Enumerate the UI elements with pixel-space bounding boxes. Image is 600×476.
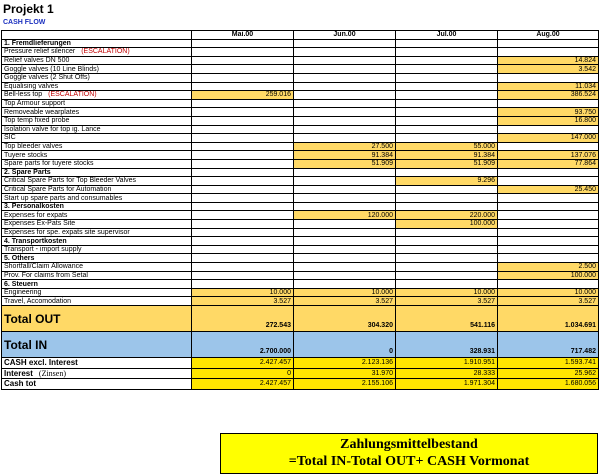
formula-note bbox=[220, 433, 598, 474]
value-cell[interactable]: 91.384 bbox=[294, 151, 396, 160]
row-label-text: 3. Personalkosten bbox=[4, 203, 64, 211]
item-row bbox=[2, 65, 599, 74]
total-in-row-value[interactable]: 717.482 bbox=[498, 332, 599, 358]
total-out-row-value[interactable]: 541.116 bbox=[396, 306, 498, 332]
item-label[interactable] bbox=[2, 151, 192, 160]
note-line-1: Zahlungsmittelbestand bbox=[340, 437, 478, 452]
item-row bbox=[2, 73, 599, 82]
value-cell[interactable]: 51.909 bbox=[294, 159, 396, 168]
value-cell[interactable]: 3.542 bbox=[498, 65, 599, 74]
value-cell[interactable] bbox=[396, 168, 498, 177]
total-out-row-value[interactable]: 272.543 bbox=[192, 306, 294, 332]
cash-flow-table bbox=[1, 30, 599, 390]
item-label[interactable] bbox=[2, 116, 192, 125]
item-row bbox=[2, 245, 599, 254]
value-cell[interactable] bbox=[192, 263, 294, 272]
value-cell[interactable] bbox=[498, 237, 599, 246]
value-cell[interactable] bbox=[294, 99, 396, 108]
escalation-tag: (ESCALATION) bbox=[81, 48, 130, 56]
value-cell[interactable]: 10.000 bbox=[498, 288, 599, 297]
row-label-text: Top temp fixed probe bbox=[4, 117, 70, 125]
value-cell[interactable] bbox=[294, 134, 396, 143]
value-cell[interactable] bbox=[192, 56, 294, 65]
value-cell[interactable] bbox=[294, 82, 396, 91]
section-label[interactable] bbox=[2, 280, 192, 289]
value-cell[interactable]: 25.450 bbox=[498, 185, 599, 194]
row-label-text: Critical Spare Parts for Top Bleeder Valves bbox=[4, 177, 137, 185]
item-row bbox=[2, 263, 599, 272]
value-cell[interactable] bbox=[192, 142, 294, 151]
value-cell[interactable] bbox=[192, 271, 294, 280]
total-out-row-value[interactable]: 1.034.691 bbox=[498, 306, 599, 332]
total-out-row bbox=[2, 306, 599, 332]
value-cell[interactable]: 10.000 bbox=[294, 288, 396, 297]
value-cell[interactable] bbox=[396, 65, 498, 74]
value-cell[interactable] bbox=[294, 125, 396, 134]
value-cell[interactable] bbox=[192, 82, 294, 91]
value-cell[interactable] bbox=[192, 237, 294, 246]
row-label-text: Spare parts for tuyere stocks bbox=[4, 160, 94, 168]
value-cell[interactable] bbox=[192, 159, 294, 168]
interest-row-value[interactable]: 28.333 bbox=[396, 368, 498, 379]
value-cell[interactable] bbox=[396, 280, 498, 289]
total-in-row-label-text: Total IN bbox=[4, 337, 48, 352]
value-cell[interactable] bbox=[294, 56, 396, 65]
item-label[interactable] bbox=[2, 228, 192, 237]
value-cell[interactable] bbox=[396, 39, 498, 48]
total-out-row-label bbox=[2, 306, 192, 332]
value-cell[interactable]: 14.824 bbox=[498, 56, 599, 65]
value-cell[interactable] bbox=[294, 116, 396, 125]
item-row bbox=[2, 194, 599, 203]
item-row bbox=[2, 134, 599, 143]
cash-excl-row-value[interactable]: 1.593.741 bbox=[498, 358, 599, 369]
value-cell[interactable] bbox=[294, 271, 396, 280]
value-cell[interactable] bbox=[192, 254, 294, 263]
row-label-text: Isolation valve for top ig. Lance bbox=[4, 125, 101, 133]
row-label-text: Expenses for expats bbox=[4, 211, 68, 219]
section-label[interactable] bbox=[2, 254, 192, 263]
value-cell[interactable]: 3.527 bbox=[192, 297, 294, 306]
value-cell[interactable]: 10.000 bbox=[192, 288, 294, 297]
item-row bbox=[2, 91, 599, 100]
item-label[interactable] bbox=[2, 142, 192, 151]
row-label-text: Expenses for spe. expats site supervisor bbox=[4, 228, 130, 236]
value-cell[interactable] bbox=[192, 39, 294, 48]
value-cell[interactable] bbox=[192, 134, 294, 143]
item-label[interactable] bbox=[2, 82, 192, 91]
value-cell[interactable] bbox=[192, 194, 294, 203]
item-row bbox=[2, 151, 599, 160]
item-label[interactable] bbox=[2, 56, 192, 65]
item-label[interactable] bbox=[2, 73, 192, 82]
column-header: Jun.00 bbox=[294, 31, 396, 40]
value-cell[interactable] bbox=[294, 177, 396, 186]
value-cell[interactable] bbox=[396, 125, 498, 134]
row-label-text: 4. Transportkosten bbox=[4, 237, 67, 245]
value-cell[interactable] bbox=[192, 280, 294, 289]
section-label[interactable] bbox=[2, 202, 192, 211]
interest-row-value[interactable]: 25.962 bbox=[498, 368, 599, 379]
item-row bbox=[2, 56, 599, 65]
item-label[interactable] bbox=[2, 177, 192, 186]
interest-row-label-text: Interest bbox=[4, 368, 33, 378]
row-label-text: Goggle valves (2 Shut Offs) bbox=[4, 74, 90, 82]
value-cell[interactable] bbox=[396, 116, 498, 125]
value-cell[interactable] bbox=[498, 194, 599, 203]
item-row bbox=[2, 108, 599, 117]
cash-tot-row-label bbox=[2, 379, 192, 390]
value-cell[interactable]: 27.500 bbox=[294, 142, 396, 151]
value-cell[interactable] bbox=[294, 263, 396, 272]
value-cell[interactable] bbox=[192, 177, 294, 186]
value-cell[interactable] bbox=[294, 237, 396, 246]
value-cell[interactable] bbox=[294, 220, 396, 229]
value-cell[interactable] bbox=[498, 245, 599, 254]
value-cell[interactable] bbox=[294, 168, 396, 177]
value-cell[interactable]: 3.527 bbox=[294, 297, 396, 306]
value-cell[interactable] bbox=[192, 108, 294, 117]
value-cell[interactable] bbox=[498, 220, 599, 229]
row-label-text: 2. Spare Parts bbox=[4, 168, 51, 176]
item-label[interactable] bbox=[2, 211, 192, 220]
column-header: Mai.00 bbox=[192, 31, 294, 40]
interest-row-label bbox=[2, 368, 192, 379]
section-label[interactable] bbox=[2, 168, 192, 177]
total-in-row-value[interactable]: 2.700.000 bbox=[192, 332, 294, 358]
cash-excl-row-value[interactable]: 2.123.136 bbox=[294, 358, 396, 369]
value-cell[interactable] bbox=[498, 99, 599, 108]
item-label[interactable] bbox=[2, 65, 192, 74]
row-label-text: Transport - import supply bbox=[4, 246, 82, 254]
row-label-text: SIC bbox=[4, 134, 16, 142]
value-cell[interactable] bbox=[294, 73, 396, 82]
item-row bbox=[2, 271, 599, 280]
interest-row bbox=[2, 368, 599, 379]
item-label[interactable] bbox=[2, 271, 192, 280]
item-label[interactable] bbox=[2, 48, 192, 57]
value-cell[interactable] bbox=[294, 228, 396, 237]
value-cell[interactable] bbox=[294, 48, 396, 57]
value-cell[interactable] bbox=[192, 125, 294, 134]
value-cell[interactable] bbox=[192, 185, 294, 194]
value-cell[interactable] bbox=[396, 82, 498, 91]
value-cell[interactable] bbox=[396, 91, 498, 100]
item-label[interactable] bbox=[2, 263, 192, 272]
row-label-text: Equalising valves bbox=[4, 82, 59, 90]
section-row bbox=[2, 254, 599, 263]
value-cell[interactable] bbox=[192, 65, 294, 74]
value-cell[interactable] bbox=[192, 220, 294, 229]
value-cell[interactable]: 51.909 bbox=[396, 159, 498, 168]
value-cell[interactable] bbox=[498, 73, 599, 82]
value-cell[interactable] bbox=[396, 228, 498, 237]
value-cell[interactable] bbox=[498, 280, 599, 289]
value-cell[interactable]: 137.076 bbox=[498, 151, 599, 160]
section-row bbox=[2, 168, 599, 177]
row-label-text: Top Armour support bbox=[4, 100, 66, 108]
item-label[interactable] bbox=[2, 159, 192, 168]
row-label-text: Travel, Accomodation bbox=[4, 297, 72, 305]
row-label-text: Shortfall/Claim Allowance bbox=[4, 263, 83, 271]
column-header: Aug.00 bbox=[498, 31, 599, 40]
item-row bbox=[2, 99, 599, 108]
item-label[interactable] bbox=[2, 99, 192, 108]
cash-tot-row-value[interactable]: 2.427.457 bbox=[192, 379, 294, 390]
value-cell[interactable] bbox=[192, 99, 294, 108]
item-row bbox=[2, 297, 599, 306]
section-label[interactable] bbox=[2, 39, 192, 48]
section-row bbox=[2, 202, 599, 211]
value-cell[interactable] bbox=[498, 168, 599, 177]
value-cell[interactable] bbox=[294, 91, 396, 100]
value-cell[interactable] bbox=[396, 73, 498, 82]
value-cell[interactable] bbox=[396, 99, 498, 108]
value-cell[interactable] bbox=[192, 211, 294, 220]
row-label-text: Critical Spare Parts for Automation bbox=[4, 185, 112, 193]
cash-excl-row-label-text: CASH excl. Interest bbox=[4, 358, 78, 368]
row-label-text: 5. Others bbox=[4, 254, 35, 262]
item-row bbox=[2, 48, 599, 57]
section-label[interactable] bbox=[2, 237, 192, 246]
value-cell[interactable] bbox=[294, 202, 396, 211]
item-label[interactable] bbox=[2, 108, 192, 117]
value-cell[interactable]: 386.524 bbox=[498, 91, 599, 100]
cash-tot-row-value[interactable]: 2.155.106 bbox=[294, 379, 396, 390]
value-cell[interactable]: 220.000 bbox=[396, 211, 498, 220]
total-in-row-value[interactable]: 0 bbox=[294, 332, 396, 358]
value-cell[interactable] bbox=[192, 228, 294, 237]
value-cell[interactable] bbox=[396, 237, 498, 246]
interest-row-value[interactable]: 0 bbox=[192, 368, 294, 379]
value-cell[interactable] bbox=[498, 211, 599, 220]
row-label-text: Expenses Ex-Pats Site bbox=[4, 220, 76, 228]
value-cell[interactable]: 55.000 bbox=[396, 142, 498, 151]
item-label[interactable] bbox=[2, 125, 192, 134]
value-cell[interactable] bbox=[396, 194, 498, 203]
cash-excl-row bbox=[2, 358, 599, 369]
cash-excl-row-label bbox=[2, 358, 192, 369]
interest-row-value[interactable]: 31.970 bbox=[294, 368, 396, 379]
item-label[interactable] bbox=[2, 220, 192, 229]
item-label[interactable] bbox=[2, 297, 192, 306]
item-row bbox=[2, 288, 599, 297]
value-cell[interactable]: 147.000 bbox=[498, 134, 599, 143]
value-cell[interactable]: 259.016 bbox=[192, 91, 294, 100]
value-cell[interactable] bbox=[396, 202, 498, 211]
row-label-text: Engineering bbox=[4, 289, 42, 297]
section-row bbox=[2, 39, 599, 48]
row-label-text: 6. Steuern bbox=[4, 280, 38, 288]
row-label-text: Removeable wearplates bbox=[4, 108, 80, 116]
item-row bbox=[2, 177, 599, 186]
value-cell[interactable] bbox=[396, 271, 498, 280]
value-cell[interactable]: 16.800 bbox=[498, 116, 599, 125]
value-cell[interactable] bbox=[294, 254, 396, 263]
value-cell[interactable]: 120.000 bbox=[294, 211, 396, 220]
value-cell[interactable] bbox=[396, 185, 498, 194]
value-cell[interactable] bbox=[294, 185, 396, 194]
cash-tot-row-label-text: Cash tot bbox=[4, 379, 36, 389]
item-row bbox=[2, 82, 599, 91]
project-title: Projekt 1 bbox=[3, 2, 54, 16]
value-cell[interactable] bbox=[192, 48, 294, 57]
value-cell[interactable]: 10.000 bbox=[396, 288, 498, 297]
row-label-text: Bell-less top bbox=[4, 91, 43, 99]
cash-excl-row-value[interactable]: 1.910.951 bbox=[396, 358, 498, 369]
item-row bbox=[2, 220, 599, 229]
value-cell[interactable] bbox=[498, 254, 599, 263]
header-label-cell bbox=[2, 31, 192, 40]
value-cell[interactable] bbox=[192, 245, 294, 254]
value-cell[interactable]: 91.384 bbox=[396, 151, 498, 160]
item-row bbox=[2, 142, 599, 151]
total-out-row-value[interactable]: 304.320 bbox=[294, 306, 396, 332]
row-label-text: Start up spare parts and consumables bbox=[4, 194, 123, 202]
value-cell[interactable] bbox=[396, 245, 498, 254]
cash-tot-row-value[interactable]: 1.680.056 bbox=[498, 379, 599, 390]
value-cell[interactable] bbox=[498, 125, 599, 134]
cash-excl-row-value[interactable]: 2.427.457 bbox=[192, 358, 294, 369]
item-label[interactable] bbox=[2, 91, 192, 100]
total-in-row-value[interactable]: 328.931 bbox=[396, 332, 498, 358]
item-row bbox=[2, 125, 599, 134]
value-cell[interactable]: 9.296 bbox=[396, 177, 498, 186]
row-label-text: Prov. For claims from Setal bbox=[4, 271, 88, 279]
interest-sublabel: (Zinsen) bbox=[38, 368, 67, 378]
item-row bbox=[2, 159, 599, 168]
row-label-text: Relief valves DN 500 bbox=[4, 57, 70, 65]
value-cell[interactable] bbox=[498, 202, 599, 211]
item-label[interactable] bbox=[2, 245, 192, 254]
value-cell[interactable] bbox=[396, 134, 498, 143]
value-cell[interactable] bbox=[396, 56, 498, 65]
total-in-row-label bbox=[2, 332, 192, 358]
value-cell[interactable] bbox=[294, 245, 396, 254]
item-row bbox=[2, 211, 599, 220]
cash-tot-row bbox=[2, 379, 599, 390]
total-out-row-label-text: Total OUT bbox=[4, 311, 61, 326]
header-row bbox=[2, 31, 599, 40]
row-label-text: Top bleeder valves bbox=[4, 143, 63, 151]
value-cell[interactable] bbox=[294, 65, 396, 74]
value-cell[interactable] bbox=[498, 39, 599, 48]
value-cell[interactable] bbox=[294, 39, 396, 48]
value-cell[interactable]: 77.864 bbox=[498, 159, 599, 168]
column-header: Jul.00 bbox=[396, 31, 498, 40]
value-cell[interactable]: 11.034 bbox=[498, 82, 599, 91]
value-cell[interactable] bbox=[498, 177, 599, 186]
row-label-text: Tuyere stocks bbox=[4, 151, 48, 159]
value-cell[interactable] bbox=[396, 48, 498, 57]
section-row bbox=[2, 237, 599, 246]
value-cell[interactable] bbox=[192, 73, 294, 82]
item-label[interactable] bbox=[2, 194, 192, 203]
value-cell[interactable] bbox=[498, 48, 599, 57]
value-cell[interactable] bbox=[192, 151, 294, 160]
row-label-text: Pressure relief silencer bbox=[4, 48, 76, 56]
value-cell[interactable] bbox=[498, 142, 599, 151]
escalation-tag: (ESCALATION) bbox=[48, 91, 97, 99]
value-cell[interactable] bbox=[192, 168, 294, 177]
value-cell[interactable] bbox=[294, 108, 396, 117]
total-in-row bbox=[2, 332, 599, 358]
item-row bbox=[2, 116, 599, 125]
item-label[interactable] bbox=[2, 185, 192, 194]
row-label-text: Goggle valves (10 Line Blinds) bbox=[4, 65, 99, 73]
value-cell[interactable]: 93.750 bbox=[498, 108, 599, 117]
value-cell[interactable] bbox=[396, 108, 498, 117]
item-row bbox=[2, 185, 599, 194]
value-cell[interactable]: 100.000 bbox=[396, 220, 498, 229]
section-row bbox=[2, 280, 599, 289]
sheet-subtitle: CASH FLOW bbox=[3, 19, 46, 26]
value-cell[interactable] bbox=[294, 280, 396, 289]
item-row bbox=[2, 228, 599, 237]
value-cell[interactable]: 3.527 bbox=[396, 297, 498, 306]
value-cell[interactable] bbox=[396, 254, 498, 263]
item-label[interactable] bbox=[2, 134, 192, 143]
value-cell[interactable]: 3.527 bbox=[498, 297, 599, 306]
value-cell[interactable] bbox=[192, 202, 294, 211]
value-cell[interactable] bbox=[294, 194, 396, 203]
row-label-text: 1. Fremdlieferungen bbox=[4, 39, 71, 47]
value-cell[interactable] bbox=[192, 116, 294, 125]
value-cell[interactable] bbox=[396, 263, 498, 272]
value-cell[interactable] bbox=[498, 228, 599, 237]
note-line-2: =Total IN-Total OUT+ CASH Vormonat bbox=[288, 454, 530, 469]
item-label[interactable] bbox=[2, 288, 192, 297]
value-cell[interactable]: 2.500 bbox=[498, 263, 599, 272]
cash-tot-row-value[interactable]: 1.971.304 bbox=[396, 379, 498, 390]
value-cell[interactable]: 100.000 bbox=[498, 271, 599, 280]
